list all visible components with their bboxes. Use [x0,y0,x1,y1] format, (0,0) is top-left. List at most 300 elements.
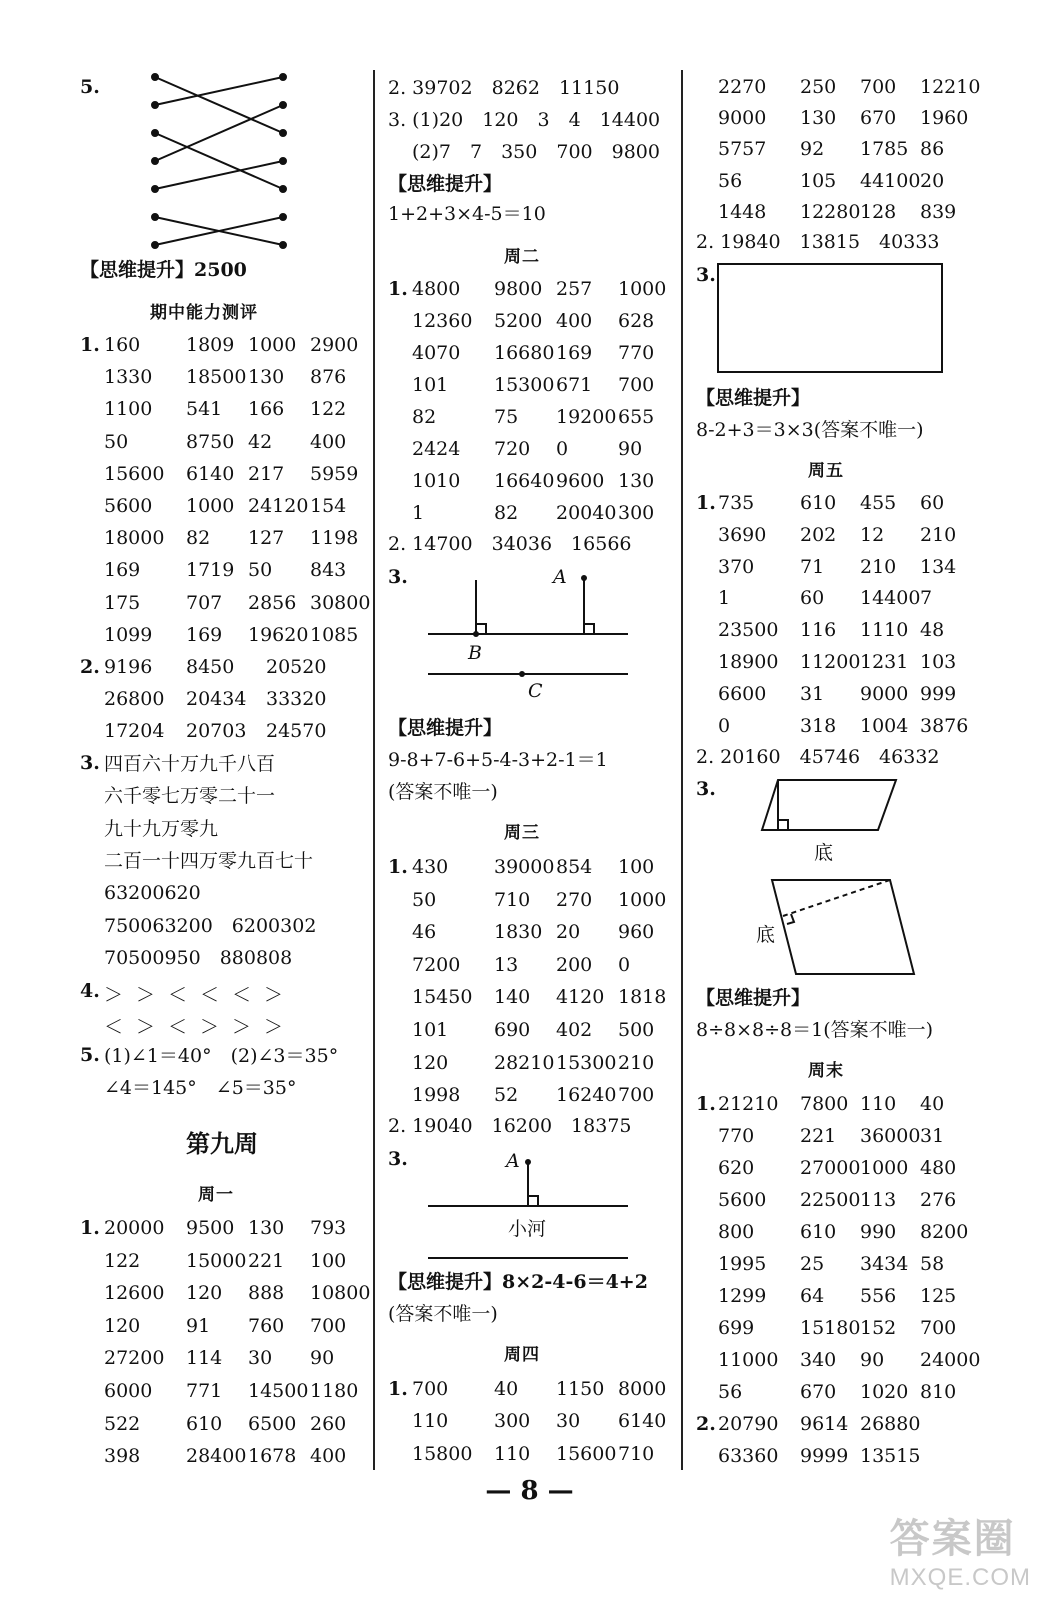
mid-q2-cell: 33320 [266,688,327,710]
col3-cont-cell: 1448 [718,200,767,223]
mid-q1-cell: 82 [186,527,211,550]
thu-q1-label: 1. [388,1378,408,1400]
fri-q3-label: 3. [696,778,716,800]
tue-q1-cell: 300 [618,502,655,524]
mid-q1-cell: 166 [248,398,285,421]
mon-q1-label: 1. [80,1217,100,1239]
wed-q1-cell: 120 [412,1051,449,1074]
mid-q3-line: 四百六十万九千八百 [104,753,276,775]
fri-q1-cell: 1004 [860,714,909,737]
mon-q1-cell: 888 [248,1282,285,1305]
mid-q1-cell: 1085 [310,623,359,646]
tue-q3-label: 3. [388,566,408,588]
parallelogram-height-figure-1 [760,776,900,836]
wkd-q1-cell: 31 [920,1125,945,1147]
mon-q1-cell: 9500 [186,1217,235,1239]
col3-cont-cell: 670 [860,107,897,130]
tue-q1-cell: 0 [556,438,569,460]
wkd-q1-cell: 5600 [718,1189,767,1211]
thinking-answer: 【思维提升】2500 [80,259,247,281]
mid-q1-cell: 5600 [104,495,153,517]
point-a-label: A [553,566,567,588]
tue-q1-cell: 700 [618,374,655,396]
thu-q1-cell: 40 [494,1378,519,1400]
wed-q1-cell: 50 [412,888,437,911]
tue-q1-label: 1. [388,278,408,300]
wkd-q1-cell: 700 [920,1317,957,1339]
point-a-label: A [506,1150,520,1172]
mid-q1-cell: 1000 [248,334,297,356]
fri-q1-cell: 14400 [860,587,921,610]
col3-cont-cell: 92 [800,138,825,161]
week-title: 第九周 [186,1129,258,1158]
thu-q2-answers: 2. 19840 13815 40333 [696,231,940,253]
page-number-value: 8 [520,1476,539,1506]
wed-thinking-2: (答案不唯一) [388,1303,498,1325]
tue-q1-cell: 770 [618,342,655,364]
mid-q1-cell: 50 [104,430,129,453]
mid-q3-label: 3. [80,752,100,774]
mon-q1-cell: 91 [186,1314,211,1337]
wkd-q1-cell: 1020 [860,1381,909,1403]
mid-q4-cell: ＞ [264,984,284,1006]
wkd-q1-cell: 36000 [860,1125,921,1147]
mid-q4-cell: ＞ [232,1016,252,1038]
thinking-head: 【思维提升】 [388,173,503,195]
tue-q1-cell: 2424 [412,438,461,460]
mid-q1-cell: 1330 [104,366,153,389]
thursday-title: 周四 [504,1345,540,1365]
wed-q1-cell: 710 [494,888,531,911]
wed-q1-cell: 402 [556,1019,593,1041]
mid-q1-cell: 1000 [186,495,235,517]
mid-q1-cell: 42 [248,430,273,453]
fri-q1-cell: 31 [800,682,825,705]
monday-title: 周一 [198,1185,234,1205]
mon-q1-cell: 15000 [186,1249,247,1272]
mon-q1-cell: 610 [186,1412,223,1435]
mon-q1-cell: 28400 [186,1445,247,1468]
mon-q1-cell: 771 [186,1380,223,1402]
mon-q1-cell: 120 [104,1314,141,1337]
wkd-q1-cell: 7800 [800,1093,849,1115]
mid-q3-line: 二百一十四万零九百七十 [104,849,314,872]
wed-q1-cell: 39000 [494,856,555,878]
fri-q1-cell: 6600 [718,682,767,705]
q5-label: 5. [80,76,100,98]
fri-q1-cell: 202 [800,523,837,546]
wed-q1-cell: 28210 [494,1051,555,1074]
wkd-q1-cell: 58 [920,1253,945,1275]
mid-q2-cell: 26800 [104,688,165,710]
fri-q1-cell: 210 [920,523,957,546]
wkd-q1-cell: 152 [860,1317,897,1339]
mid-q1-cell: 2900 [310,334,359,356]
mon-q1-cell: 10800 [310,1282,371,1305]
mid-q1-cell: 160 [104,334,141,356]
mid-q4-cell: ＜ [168,984,188,1006]
wkd-q1-cell: 22500 [800,1189,861,1211]
wkd-q2-cell: 9614 [800,1413,849,1435]
mid-q2-cell: 20520 [266,656,327,678]
thu-q1-cell: 15600 [556,1442,617,1465]
mon-q1-cell: 12600 [104,1282,165,1305]
thu-q1-cell: 8000 [618,1378,667,1400]
weekend-title: 周末 [808,1061,844,1081]
wed-q1-cell: 270 [556,888,593,911]
page-number: — 8 — [485,1476,574,1506]
tue-q1-cell: 671 [556,374,593,396]
thu-q1-cell: 6140 [618,1410,667,1433]
wkd-q1-cell: 770 [718,1125,755,1147]
col3-cont-cell: 250 [800,76,837,98]
tue-q1-cell: 1010 [412,470,461,492]
wkd-q1-cell: 610 [800,1221,837,1243]
mon-q1-cell: 90 [310,1347,335,1370]
wkd-q1-cell: 1995 [718,1253,767,1275]
wed-q1-cell: 13 [494,953,519,976]
fri-q1-cell: 735 [718,492,755,514]
mon-q1-cell: 120 [186,1282,223,1305]
mid-q1-cell: 1100 [104,398,153,421]
wkd-q1-cell: 340 [800,1349,837,1371]
mid-q1-cell: 2856 [248,591,297,614]
mid-q2-cell: 9196 [104,656,153,678]
col3-cont-cell: 20 [920,169,945,192]
thinking-head: 【思维提升】 [696,387,811,409]
wkd-q2-cell: 13515 [860,1445,921,1467]
mid-q1-cell: 876 [310,366,347,389]
tue-q1-cell: 16640 [494,470,555,492]
tue-q1-cell: 101 [412,374,449,396]
wed-thinking-1: 【思维提升】8×2-4-6＝4+2 [388,1271,648,1293]
wed-q1-cell: 690 [494,1019,531,1041]
mid-q1-cell: 1809 [186,334,235,356]
column-divider-1 [373,70,375,1470]
wed-q1-cell: 101 [412,1019,449,1041]
wkd-q1-cell: 40 [920,1093,945,1115]
mid-q1-cell: 843 [310,559,347,582]
mid-q4-cell: ＜ [104,1016,124,1038]
col3-cont-cell: 12210 [920,76,981,98]
fri-q1-cell: 455 [860,492,897,514]
tue-thinking-head: 【思维提升】 [388,717,503,739]
mon-q1-cell: 522 [104,1412,141,1435]
fri-q1-label: 1. [696,492,716,514]
tue-q1-cell: 9600 [556,470,605,492]
fri-q1-cell: 60 [920,492,945,514]
mon-q1-cell: 260 [310,1412,347,1435]
river-label: 小河 [508,1218,547,1240]
tue-q1-cell: 655 [618,406,655,428]
wed-q1-cell: 46 [412,921,437,944]
fri-q1-cell: 18900 [718,651,779,673]
wkd-q1-cell: 699 [718,1317,755,1339]
tue-q1-cell: 1000 [618,278,667,300]
fri-q1-cell: 12 [860,523,885,546]
wkd-q2-cell: 26880 [860,1413,921,1435]
wed-q1-cell: 140 [494,986,531,1009]
mon-q1-cell: 700 [310,1314,347,1337]
mon-q1-cell: 100 [310,1249,347,1272]
mid-q3-line: 六千零七万零二十一 [104,785,276,808]
wkd-q2-label: 2. [696,1413,716,1435]
wkd-q1-cell: 990 [860,1221,897,1243]
wed-q1-cell: 200 [556,953,593,976]
mid-q1-cell: 1719 [186,559,235,582]
fri-q1-cell: 999 [920,682,957,705]
fri-q1-cell: 60 [800,587,825,610]
base-label-1: 底 [814,842,834,864]
tue-q1-cell: 400 [556,310,593,332]
mon-q1-cell: 6500 [248,1412,297,1435]
wkd-q1-cell: 11000 [718,1349,779,1371]
mid-q1-cell: 30800 [310,591,371,614]
mid-q1-cell: 5959 [310,462,359,485]
tue-q1-cell: 628 [618,310,655,332]
wed-q1-cell: 15300 [556,1051,617,1074]
fri-q1-cell: 7 [920,587,933,610]
col3-cont-cell: 700 [860,76,897,98]
mon-q1-cell: 122 [104,1249,141,1272]
tue-q1-cell: 4800 [412,278,461,300]
tue-q1-cell: 82 [494,502,519,524]
fri-thinking-answer: 8÷8×8÷8＝1(答案不唯一) [696,1019,934,1041]
wkd-q1-cell: 27000 [800,1157,861,1179]
wed-q1-cell: 1000 [618,888,667,911]
thu-q1-cell: 110 [494,1442,531,1465]
column-divider-2 [681,70,683,1470]
wkd-q1-cell: 3434 [860,1253,909,1275]
mid-q3-line: 63200620 [104,882,201,905]
thinking-answer: 1+2+3×4-5＝10 [388,203,546,225]
wed-q1-cell: 1830 [494,921,543,944]
wed-q1-cell: 7200 [412,953,461,976]
wed-q1-cell: 1998 [412,1084,461,1107]
col3-cont-cell: 839 [920,200,957,223]
tue-q1-cell: 20040 [556,502,617,524]
mon-q1-cell: 398 [104,1445,141,1468]
col3-cont-cell: 130 [800,107,837,130]
fri-q1-cell: 1110 [860,619,909,642]
wkd-q1-cell: 113 [860,1189,897,1211]
mid-q1-cell: 18000 [104,527,165,550]
mid-q1-cell: 169 [186,623,223,646]
col3-cont-cell: 1785 [860,138,909,161]
mid-q5-line-2: ∠4＝145° ∠5＝35° [104,1077,297,1099]
mid-q1-cell: 1099 [104,623,153,646]
fri-q1-cell: 48 [920,619,945,642]
mon-q1-cell: 114 [186,1347,223,1370]
mon-q1-cell: 793 [310,1217,347,1239]
col3-cont-cell: 86 [920,138,945,161]
thu-q1-cell: 710 [618,1442,655,1465]
mid-q1-cell: 707 [186,591,223,614]
col3-cont-cell: 44100 [860,169,921,192]
wkd-q1-cell: 480 [920,1157,957,1179]
fri-q1-cell: 0 [718,714,731,737]
tue-q2-answers: 2. 14700 34036 16566 [388,533,632,555]
mid-q4-cell: ＞ [264,1016,284,1038]
rectangle-figure [716,262,946,374]
mid-q4-cell: ＜ [168,1016,188,1038]
mon-q1-cell: 14500 [248,1380,309,1402]
wkd-q1-cell: 56 [718,1381,743,1403]
friday-title: 周五 [808,461,844,481]
mid-q4-cell: ＜ [200,984,220,1006]
tue-q1-cell: 169 [556,342,593,364]
wkd-q1-cell: 21210 [718,1093,779,1115]
fri-q1-cell: 116 [800,619,837,642]
thinking-answer: 8-2+3＝3×3(答案不唯一) [696,419,924,441]
mid-q4-cell: ＞ [136,984,156,1006]
river-figure [428,1150,630,1262]
col3-cont-cell: 1960 [920,107,969,130]
thu-q3-label: 3. [696,264,716,286]
tue-q1-cell: 720 [494,438,531,460]
mon-q1-cell: 27200 [104,1347,165,1370]
tue-q1-cell: 90 [618,438,643,460]
fri-q1-cell: 610 [800,492,837,514]
wkd-q1-label: 1. [696,1093,716,1115]
tue-q1-cell: 16680 [494,342,555,364]
wed-q1-cell: 100 [618,856,655,878]
wkd-q1-cell: 90 [860,1349,885,1371]
tue-q1-cell: 9800 [494,278,543,300]
mid-q1-cell: 130 [248,366,285,389]
wkd-q1-cell: 64 [800,1285,825,1307]
col3-cont-cell: 56 [718,169,743,192]
midterm-title: 期中能力测评 [150,303,258,323]
wed-q3-label: 3. [388,1148,408,1170]
wkd-q1-cell: 221 [800,1125,837,1147]
watermark [890,1507,1031,1592]
mid-q1-cell: 127 [248,527,285,550]
wed-q1-cell: 4120 [556,986,605,1009]
mid-q2-cell: 17204 [104,720,165,742]
wed-q1-cell: 20 [556,921,581,944]
mid-q1-cell: 8750 [186,430,235,453]
fri-thinking-head: 【思维提升】 [696,987,811,1009]
mid-q3-line: 九十九万零九 [104,817,219,840]
fri-q1-cell: 3876 [920,714,969,737]
mid-q1-cell: 19620 [248,623,309,646]
fri-q1-cell: 370 [718,555,755,578]
thu-q1-cell: 30 [556,1410,581,1433]
wkd-q2-cell: 9999 [800,1445,849,1467]
mid-q1-cell: 169 [104,559,141,582]
col3-cont-cell: 128 [860,200,897,223]
mon-q1-cell: 760 [248,1314,285,1337]
col3-cont-cell: 9000 [718,107,767,130]
mid-q2-label: 2. [80,656,100,678]
mid-q4-cell: ＞ [104,984,124,1006]
mon-q1-cell: 130 [248,1217,285,1239]
mon-q1-cell: 221 [248,1249,285,1272]
wkd-q1-cell: 125 [920,1285,957,1307]
thu-q1-cell: 110 [412,1410,449,1433]
mid-q3-line: 70500950 880808 [104,946,293,969]
watermark-url: MXQE.COM [889,1564,1031,1591]
mid-q3-line: 750063200 6200302 [104,914,317,937]
wkd-q1-cell: 1299 [718,1285,767,1307]
wed-q1-cell: 16240 [556,1084,617,1107]
mid-q1-cell: 541 [186,398,223,421]
thu-q1-cell: 700 [412,1378,449,1400]
base-label-2: 底 [756,924,776,946]
wkd-q1-cell: 800 [718,1221,755,1243]
perpendicular-figure [428,560,630,700]
wednesday-title: 周三 [504,823,540,843]
fri-q1-cell: 134 [920,555,957,578]
tue-q1-cell: 1 [412,502,425,524]
mon-q1-cell: 1180 [310,1380,359,1402]
tue-q1-cell: 75 [494,406,519,428]
col3-cont-cell: 5757 [718,138,767,161]
mid-q2-cell: 20703 [186,720,247,742]
thu-q1-cell: 15800 [412,1442,473,1465]
col3-cont-cell: 12280 [800,200,861,223]
wkd-q2-cell: 63360 [718,1445,779,1467]
wkd-q1-cell: 1000 [860,1157,909,1179]
wkd-q1-cell: 556 [860,1285,897,1307]
wkd-q1-cell: 620 [718,1157,755,1179]
wkd-q1-cell: 8200 [920,1221,969,1243]
parallelogram-height-figure-2 [770,876,918,978]
point-b-label: B [468,642,482,664]
thu-q1-cell: 300 [494,1410,531,1433]
mid-q2-cell: 20434 [186,688,247,710]
tue-q1-cell: 4070 [412,342,461,364]
mid-q1-cell: 175 [104,591,141,614]
wed-q1-cell: 52 [494,1084,519,1107]
wed-q1-cell: 500 [618,1019,655,1041]
mon-q1-cell: 30 [248,1347,273,1370]
tue-q1-cell: 19200 [556,406,617,428]
wkd-q1-cell: 276 [920,1189,957,1211]
fri-q1-cell: 1231 [860,651,909,673]
point-c-label: C [528,680,543,702]
fri-q1-cell: 1 [718,587,731,610]
mid-q4-cell: ＞ [200,1016,220,1038]
mid-q2-cell: 24570 [266,720,327,742]
col3-cont-cell: 105 [800,169,837,192]
wed-q1-cell: 0 [618,953,631,976]
mid-q4-label: 4. [80,980,100,1002]
wed-q1-cell: 210 [618,1051,655,1074]
watermark-logo: 答案圈 [889,1517,1016,1561]
q2-answers: 2. 39702 8262 11150 [388,77,620,99]
wed-q1-cell: 854 [556,856,593,878]
tuesday-title: 周二 [504,247,540,267]
fri-q1-cell: 210 [860,555,897,578]
wkd-q1-cell: 15180 [800,1317,861,1339]
matching-diagram [150,72,290,252]
mon-q1-cell: 400 [310,1445,347,1468]
tue-thinking-2: (答案不唯一) [388,781,498,803]
fri-q1-cell: 9000 [860,682,909,705]
mid-q1-cell: 15600 [104,462,165,485]
wkd-q1-cell: 810 [920,1381,957,1403]
wkd-q1-cell: 25 [800,1253,825,1275]
thu-q1-cell: 1150 [556,1378,605,1400]
wkd-q2-cell: 20790 [718,1413,779,1435]
wed-q1-cell: 15450 [412,986,473,1009]
tue-q1-cell: 82 [412,406,437,428]
tue-q1-cell: 12360 [412,310,473,332]
wed-q1-cell: 430 [412,856,449,878]
fri-q1-cell: 23500 [718,619,779,642]
